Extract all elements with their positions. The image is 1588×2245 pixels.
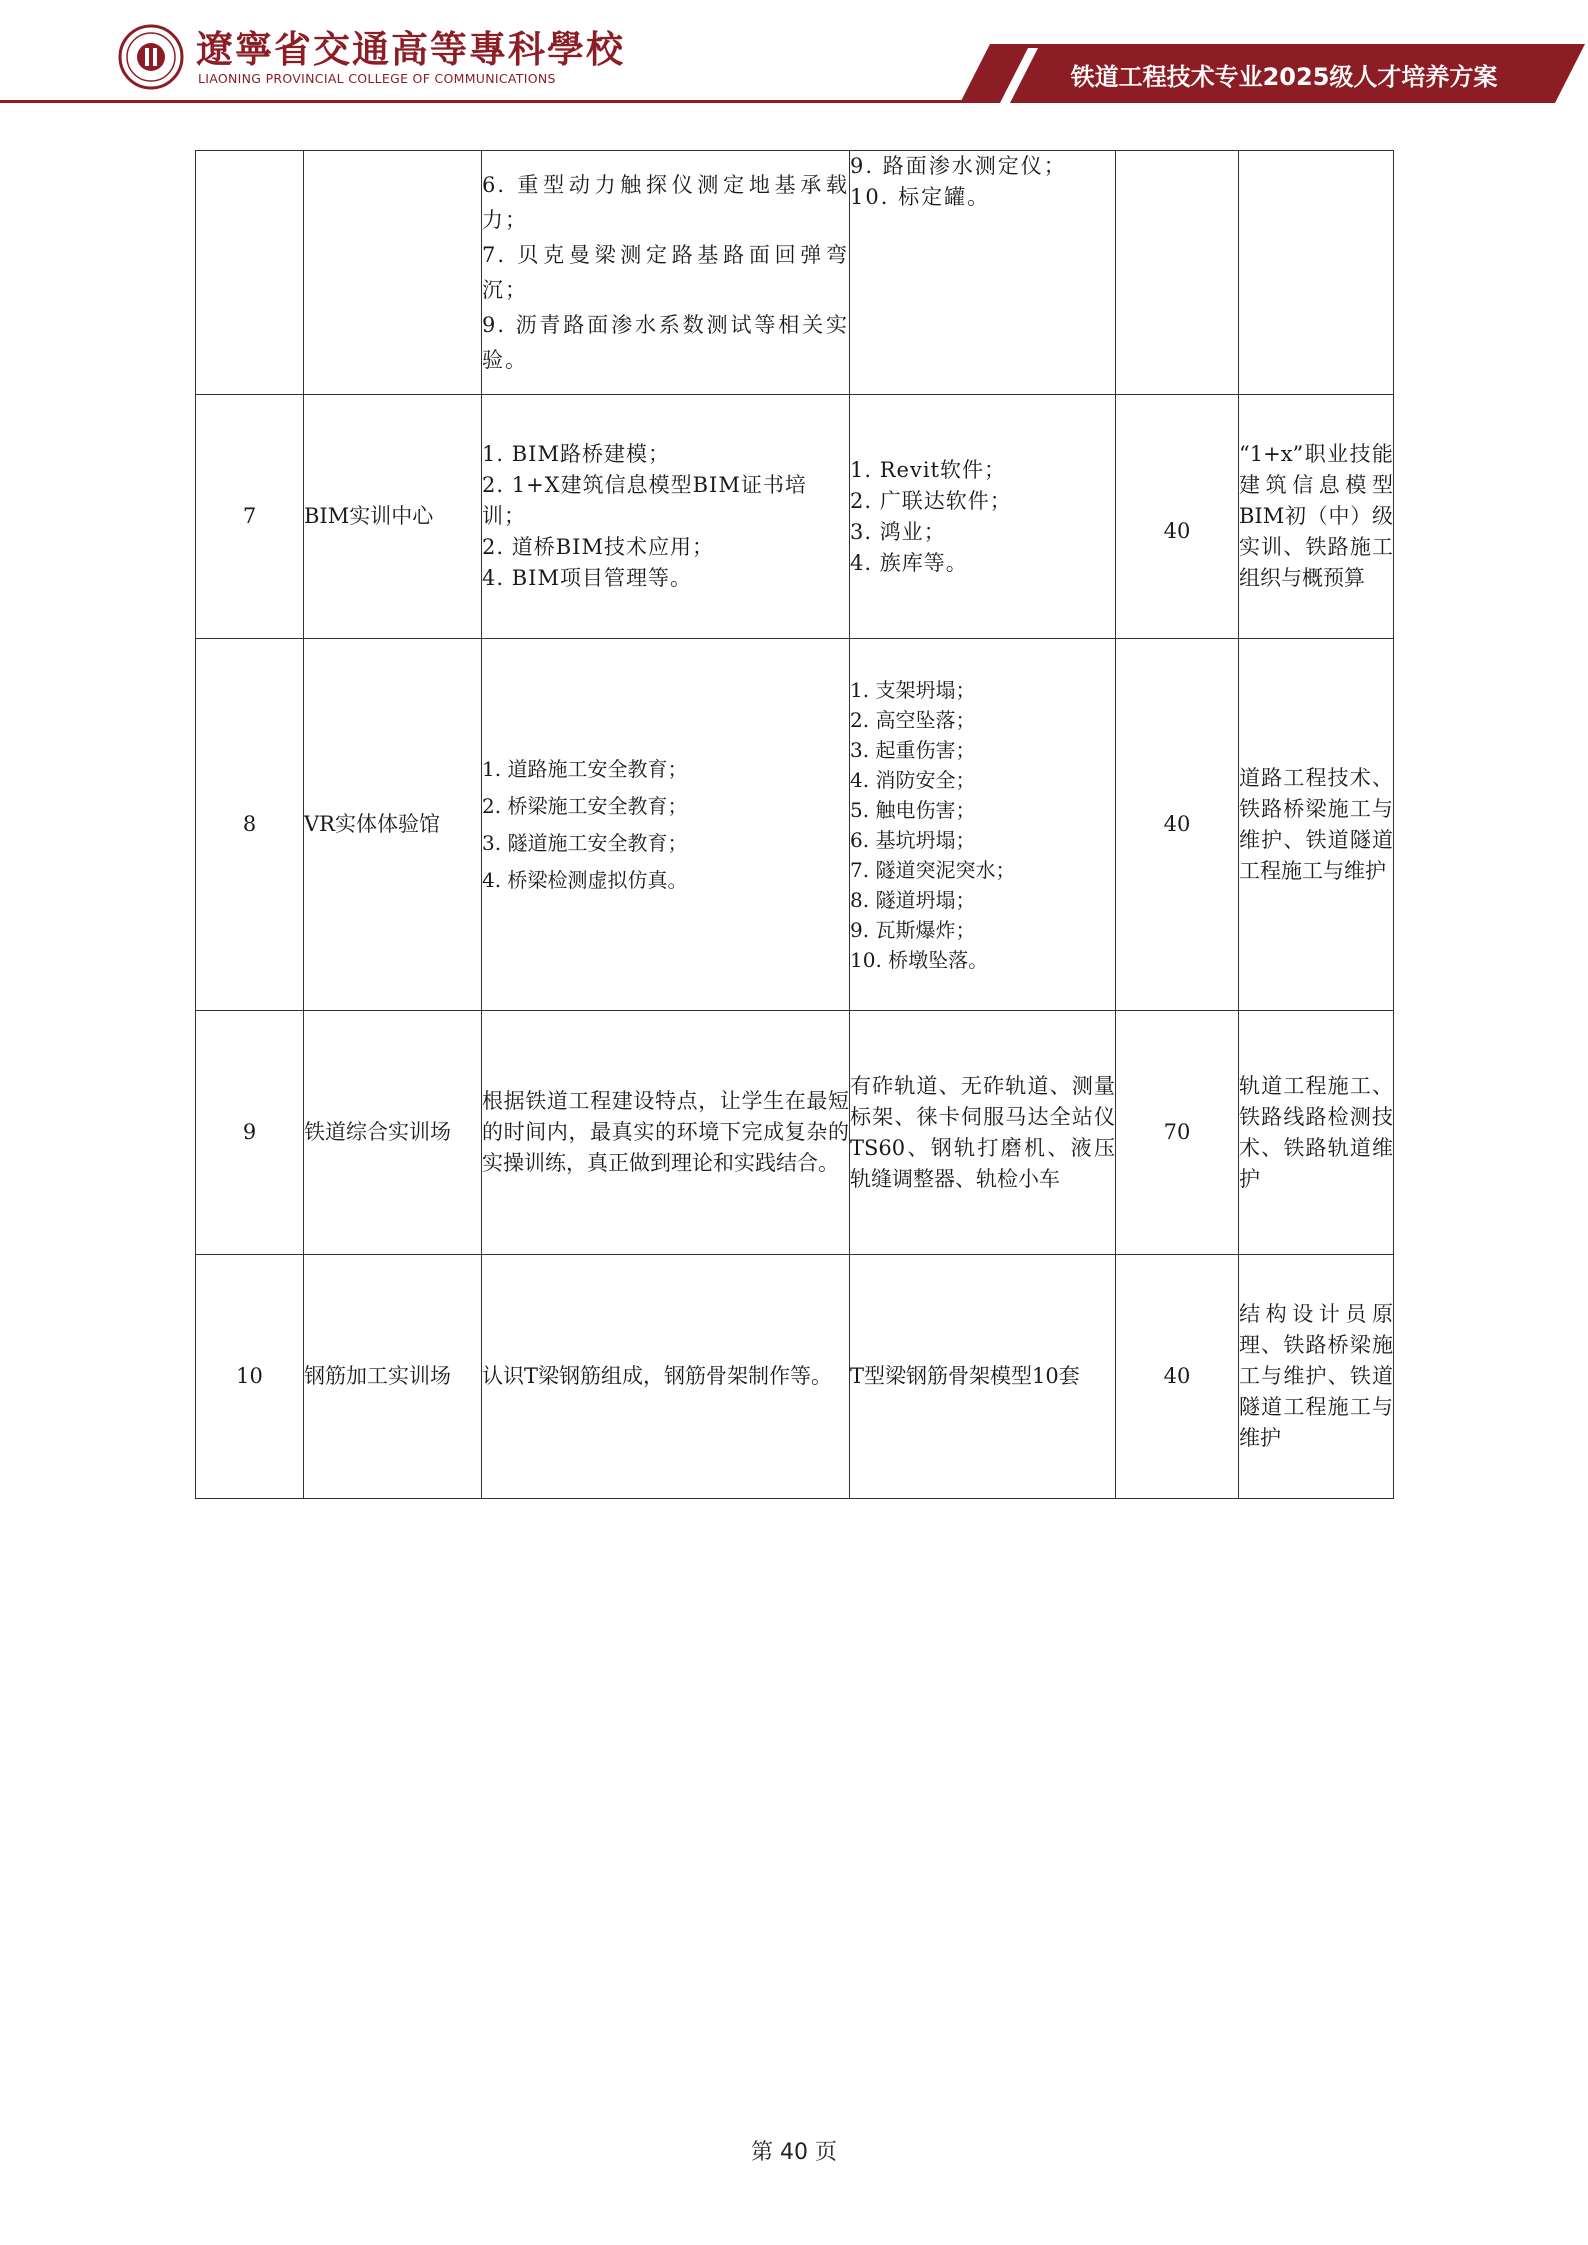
table-row xyxy=(196,395,1394,639)
training-content: 1. BIM路桥建模； 2. 1+X建筑信息模型BIM证书培训； 2. 道桥BIM技术应用； 4. BIM项目管理等。 xyxy=(482,395,850,639)
table-row xyxy=(196,151,1394,395)
training-content: 根据铁道工程建设特点，让学生在最短的时间内，最真实的环境下完成复杂的实操训练，真正做到理论和实践结合。 xyxy=(482,1011,850,1255)
capacity: 40 xyxy=(1116,639,1239,1011)
row-number: 7 xyxy=(196,395,304,639)
table-row xyxy=(196,639,1394,1011)
program-plan-title: 铁道工程技术专业2025级人才培养方案 xyxy=(1070,63,1498,91)
facility-name: 钢筋加工实训场 xyxy=(304,1255,482,1499)
table-row xyxy=(196,1255,1394,1499)
facility-name: VR实体体验馆 xyxy=(304,639,482,1011)
supported-courses: 道路工程技术、铁路桥梁施工与维护、铁道隧道工程施工与维护 xyxy=(1239,639,1394,1011)
supported-courses xyxy=(1239,151,1394,395)
training-content: 6. 重型动力触探仪测定地基承载力； 7. 贝克曼梁测定路基路面回弹弯沉； 9. 沥青路面渗水系数测试等相关实验。 xyxy=(482,151,850,395)
row-number: 8 xyxy=(196,639,304,1011)
page-number: 第 40 页 xyxy=(751,2140,837,2165)
training-content: 1. 道路施工安全教育； 2. 桥梁施工安全教育； 3. 隧道施工安全教育； 4. 桥梁检测虚拟仿真。 xyxy=(482,639,850,1011)
equipment-list: T型梁钢筋骨架模型10套 xyxy=(850,1255,1116,1499)
supported-courses: 轨道工程施工、铁路线路检测技术、铁路轨道维护 xyxy=(1239,1011,1394,1255)
supported-courses: “1+x”职业技能建筑信息模型BIM初（中）级实训、铁路施工组织与概预算 xyxy=(1239,395,1394,639)
row-number: 10 xyxy=(196,1255,304,1499)
equipment-list: 1. 支架坍塌； 2. 高空坠落； 3. 起重伤害； 4. 消防安全； 5. 触电伤害； 6. 基坑坍塌； 7. 隧道突泥突水； 8. 隧道坍塌； 9. 瓦斯爆炸； 10. 桥墩坠落。 xyxy=(850,639,1116,1011)
table-row xyxy=(196,1011,1394,1255)
facility-name: 铁道综合实训场 xyxy=(304,1011,482,1255)
facility-name xyxy=(304,151,482,395)
equipment-list: 9. 路面渗水测定仪； 10. 标定罐。 xyxy=(850,151,1116,395)
school-name-chinese: 遼寧省交通高等專科學校 xyxy=(196,27,625,71)
equipment-list: 有砟轨道、无砟轨道、测量标架、徕卡伺服马达全站仪TS60、钢轨打磨机、液压轨缝调整器、轨检小车 xyxy=(850,1011,1116,1255)
capacity xyxy=(1116,151,1239,395)
capacity: 40 xyxy=(1116,395,1239,639)
header-rule xyxy=(0,100,990,103)
capacity: 40 xyxy=(1116,1255,1239,1499)
facility-name: BIM实训中心 xyxy=(304,395,482,639)
school-name-english: LIAONING PROVINCIAL COLLEGE OF COMMUNICATIONS xyxy=(198,71,556,86)
row-number xyxy=(196,151,304,395)
college-seal-logo xyxy=(118,24,184,90)
capacity: 70 xyxy=(1116,1011,1239,1255)
supported-courses: 结构设计员原理、铁路桥梁施工与维护、铁道隧道工程施工与维护 xyxy=(1239,1255,1394,1499)
training-facilities-table xyxy=(195,150,1394,1499)
training-content: 认识T梁钢筋组成，钢筋骨架制作等。 xyxy=(482,1255,850,1499)
row-number: 9 xyxy=(196,1011,304,1255)
equipment-list: 1. Revit软件； 2. 广联达软件； 3. 鸿业； 4. 族库等。 xyxy=(850,395,1116,639)
